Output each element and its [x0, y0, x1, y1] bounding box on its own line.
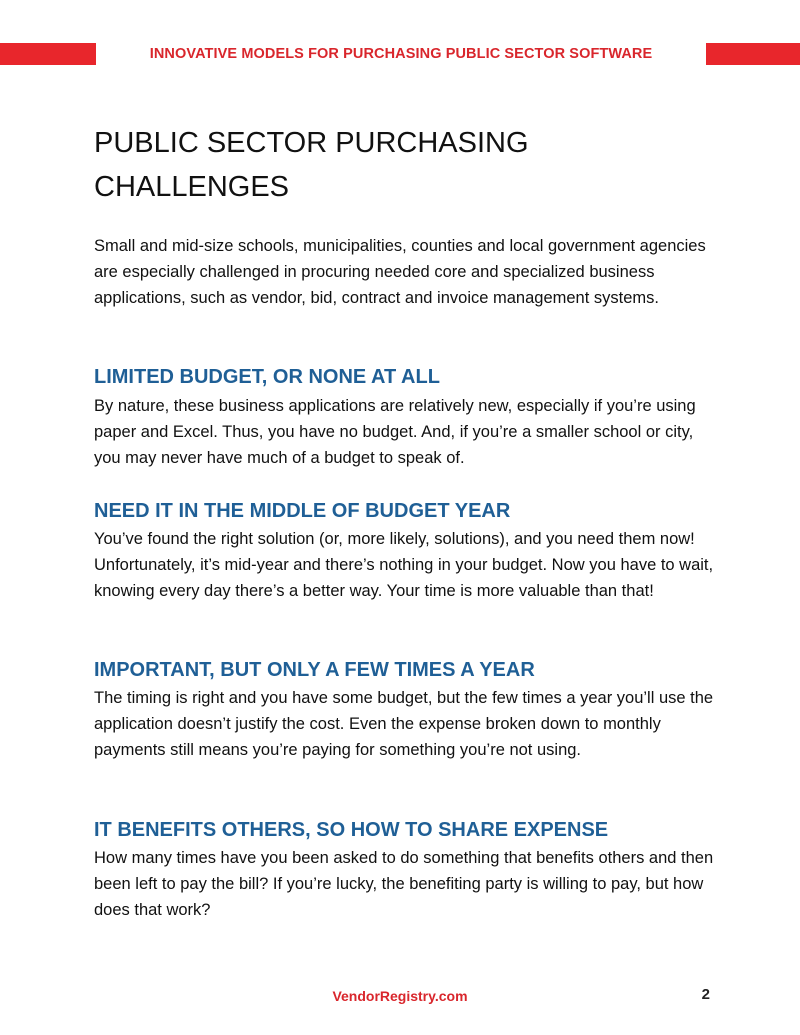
section-heading-few-times-a-year: IMPORTANT, BUT ONLY A FEW TIMES A YEAR — [94, 659, 535, 681]
intro-paragraph: Small and mid-size schools, municipalities, counties and local government agencies are especially challenged in procuring needed core and specialized business applications, such as vendor, bid, contract and invoice management systems. — [94, 237, 706, 307]
header-accent-bar-left — [0, 43, 96, 65]
section-heading-limited-budget: LIMITED BUDGET, OR NONE AT ALL — [94, 366, 440, 388]
section-body-few-times-a-year: The timing is right and you have some budget, but the few times a year you’ll use the application doesn’t justify the cost. Even the expense broken down to monthly payments still means you’re paying for something you’re not using. — [94, 689, 714, 759]
section-heading-share-expense: IT BENEFITS OTHERS, SO HOW TO SHARE EXPENSE — [94, 819, 609, 841]
header-accent-bar-right — [706, 43, 800, 65]
page-title: PUBLIC SECTOR PURCHASING CHALLENGES — [94, 127, 529, 203]
section-heading-mid-budget-year: NEED IT IN THE MIDDLE OF BUDGET YEAR — [94, 500, 511, 522]
section-body-limited-budget: By nature, these business applications are relatively new, especially if you’re using paper and Excel. Thus, you have no budget. And, if you’re a smaller school or city, you may never have much of a budget to speak of. — [94, 397, 696, 467]
section-body-share-expense: How many times have you been asked to do something that benefits others and then been left to pay the bill? If you’re lucky, the benefiting party is willing to pay, but how does that work? — [94, 849, 714, 919]
header-title: INNOVATIVE MODELS FOR PURCHASING PUBLIC SECTOR SOFTWARE — [149, 46, 653, 62]
section-body-mid-budget-year: You’ve found the right solution (or, more likely, solutions), and you need them now! Unfortunately, it’s mid-year and there’s nothing in your budget. Now you have to wait, knowing every day there’s a better way. Your time is more valuable than that! — [94, 530, 714, 600]
footer-website-link[interactable]: VendorRegistry.com — [332, 988, 468, 1004]
page-number: 2 — [701, 986, 710, 1003]
